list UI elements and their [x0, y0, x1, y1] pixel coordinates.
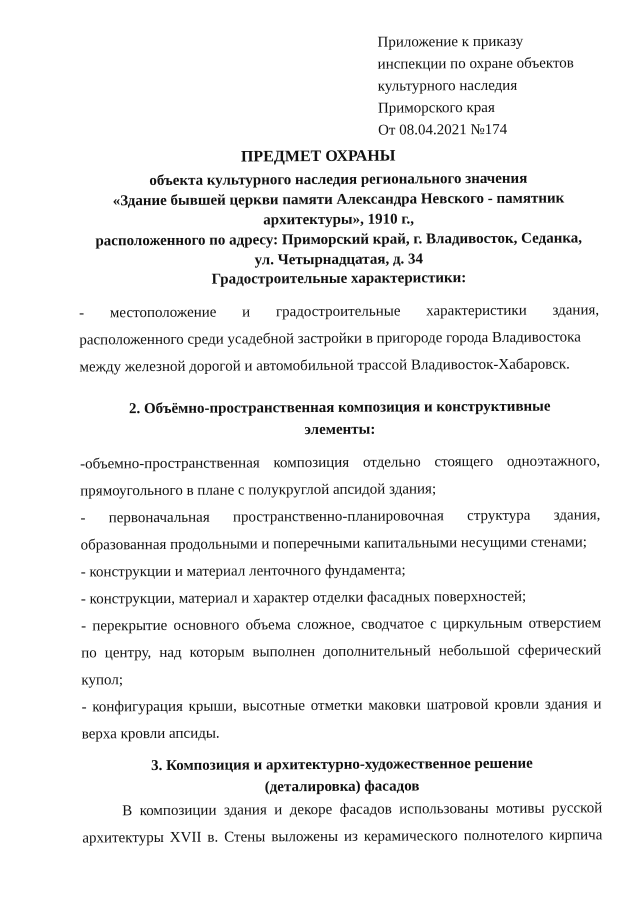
word: композиции [139, 802, 217, 820]
word: основного [173, 617, 240, 634]
word: - [79, 305, 85, 322]
word: и [274, 802, 283, 819]
word: выполнен [252, 644, 316, 661]
annex-line: культурного наследия [377, 77, 518, 95]
word: конфигурация [92, 698, 183, 716]
word: стоящего [434, 453, 494, 471]
word: здания, [552, 302, 600, 319]
word: использованы [399, 800, 489, 818]
word: небольшой [438, 642, 510, 660]
word: полнотелого [463, 827, 544, 845]
text-line: верха кровли апсиды. [81, 725, 220, 743]
word: высотные [242, 698, 306, 715]
word: архитектуры [82, 829, 164, 847]
word: - [81, 699, 87, 716]
word: композиция [273, 454, 350, 472]
justified-line [80, 448, 600, 478]
text-line: образованная продольными и поперечными капитальными несущими стенами; [80, 534, 587, 554]
word: русской [551, 800, 603, 817]
word: над [159, 644, 182, 661]
word: с [430, 616, 437, 633]
word: кирпича [549, 827, 603, 844]
text-line: - конструкции, материал и характер отделки фасадных поверхностей; [80, 588, 527, 608]
section2-list [80, 448, 602, 748]
word: мотивы [495, 800, 545, 817]
object-description [68, 168, 609, 271]
word: и [593, 696, 602, 713]
section3-heading [82, 752, 602, 799]
word: и [242, 304, 251, 321]
justified-line [81, 691, 601, 721]
annex-block [377, 30, 618, 141]
text-line: купол; [81, 672, 124, 689]
word: сферический [517, 642, 602, 659]
word: маковки [368, 697, 421, 714]
word: циркульным [442, 615, 523, 633]
word: выложены [271, 828, 339, 846]
text-line: расположенного среди усадебной застройки в пригороде города Владивостока [79, 329, 581, 349]
word: отметки [310, 697, 363, 715]
document-title: ПРЕДМЕТ ОХРАНЫ [240, 147, 396, 166]
word: отверстием [528, 615, 602, 632]
word: объема [245, 617, 291, 634]
annex-line: инспекции по охране объектов [377, 55, 574, 73]
section2-heading-line: 2. Объёмно-пространственная композиция и конструктивные [128, 398, 551, 418]
section1-paragraph [79, 297, 599, 381]
word: Стены [224, 829, 266, 846]
word: характеристики [426, 302, 527, 320]
section3-paragraph [82, 795, 602, 852]
word: по [81, 645, 97, 662]
word: - [80, 510, 86, 527]
text-line: прямоугольного в плане с полукруглой апсидой здания; [80, 481, 437, 500]
section2-heading [80, 395, 600, 442]
word: XVII [169, 829, 202, 846]
word: одноэтажного, [506, 453, 601, 470]
word: сводчатое [361, 616, 424, 633]
object-line: «Здание бывшей церкви памяти Александра Невского - памятник [112, 190, 565, 210]
word: здания [223, 802, 267, 819]
word: здания [544, 696, 588, 713]
annex-line: Приложение к приказу [377, 33, 524, 51]
justified-line [79, 297, 599, 327]
word: пространственно-планировочная [232, 508, 444, 526]
section3-heading-line: 3. Композиция и архитектурно-художественное решение [151, 755, 533, 775]
text-line: - конструкции и материал ленточного фундамента; [80, 562, 406, 581]
justified-line [81, 637, 601, 667]
word: градостроительные [275, 303, 401, 321]
section1-heading: Градостроительные характеристики: [211, 270, 467, 288]
word: перекрытие [92, 617, 168, 635]
justified-line [80, 502, 600, 532]
word: кровли [494, 696, 540, 713]
word: дополнительный [323, 643, 431, 660]
word: первоначальная [108, 509, 210, 527]
word: которым [189, 644, 245, 661]
word: керамического [363, 828, 458, 845]
object-line: ул. Четырнадцатая, д. 34 [254, 251, 424, 269]
word: крыши, [188, 698, 237, 715]
word: центру, [104, 645, 152, 662]
section2-heading-line: элементы: [304, 421, 376, 439]
word: в. [207, 829, 219, 846]
word: шатровой [426, 696, 489, 714]
justified-line [82, 795, 602, 825]
text-line: между железной дорогой и автомобильной трассой Владивосток-Хабаровск. [79, 356, 570, 376]
section3-heading-line: (деталировка) фасадов [264, 778, 420, 796]
word: фасадов [339, 801, 392, 818]
word: - [81, 618, 87, 635]
word: В [122, 803, 133, 820]
justified-line [81, 610, 601, 640]
justified-line [82, 822, 602, 852]
annex-date-line: От 08.04.2021 №174 [378, 121, 508, 139]
word: из [343, 828, 358, 845]
word: декоре [289, 801, 333, 819]
word: здания, [553, 507, 601, 524]
object-line: расположенного по адресу: Приморский край, г. Владивосток, Седанка, [95, 230, 583, 250]
object-line: архитектуры», 1910 г., [263, 211, 415, 229]
word: сложное, [297, 616, 355, 634]
word: структура [467, 507, 531, 525]
word: -объемно-пространственная [80, 455, 260, 473]
annex-line: Приморского края [377, 99, 495, 117]
word: отдельно [362, 454, 421, 471]
object-line: объекта культурного наследия регионального значения [149, 170, 528, 190]
word: местоположение [109, 304, 217, 322]
